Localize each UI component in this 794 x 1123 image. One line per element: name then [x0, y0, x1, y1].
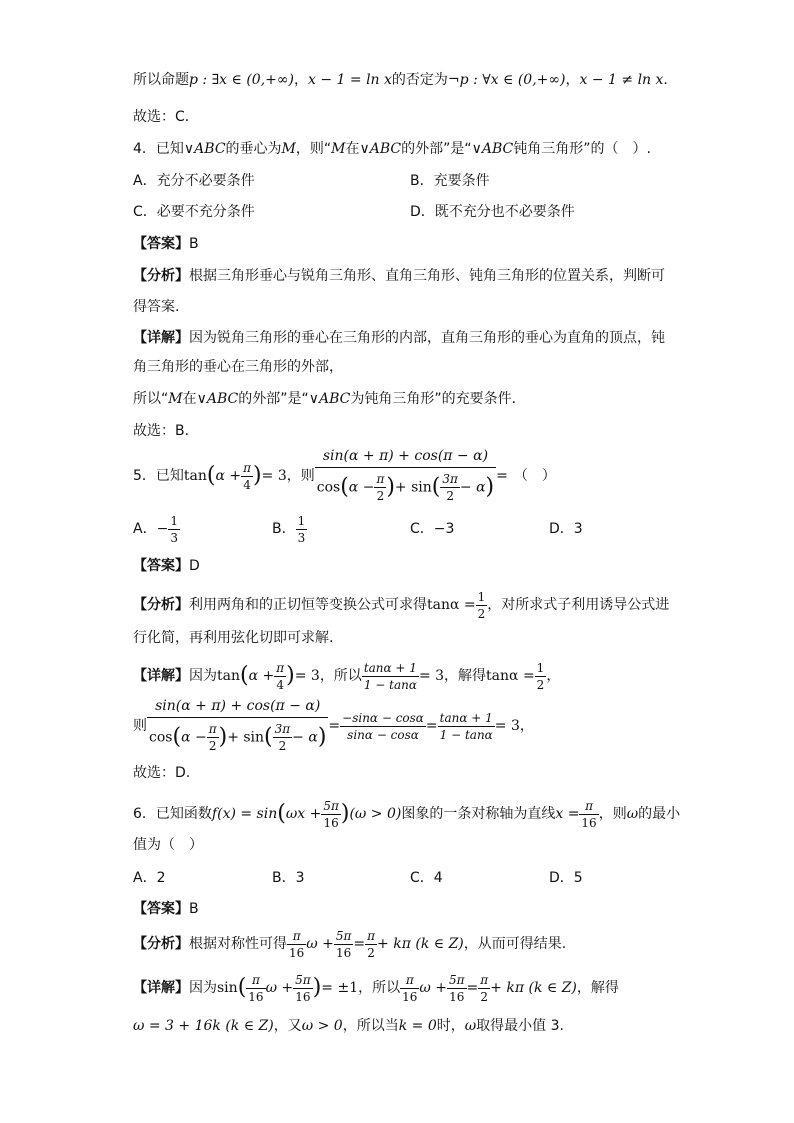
paren-right: ): [253, 463, 262, 488]
numerator: sin(α + π) + cos(π − α): [147, 698, 328, 718]
paren-right: ): [485, 474, 495, 500]
denominator: 2: [367, 945, 375, 960]
analysis-tag: 【分析】: [133, 597, 189, 613]
q5-analysis-1: [133, 587, 669, 623]
q4-end: 故选：B.: [133, 423, 190, 439]
text: 为钝角三角形”的充要条件．: [350, 391, 526, 407]
math: sin: [217, 980, 238, 996]
denominator: 2: [477, 606, 486, 621]
text: 利用两角和的正切恒等变换公式可求得: [189, 597, 427, 613]
text: 的否定为: [391, 72, 448, 88]
math: = 3: [294, 668, 320, 684]
text: 5．已知: [133, 468, 184, 484]
math: ¬p : ∀x ∈ (0,+∞): [447, 72, 566, 88]
denominator: 16: [402, 989, 418, 1004]
math: ω +: [265, 980, 294, 996]
math: α −: [348, 479, 375, 496]
numerator: 1: [297, 513, 306, 528]
answer-value: D: [189, 558, 200, 574]
text: 图象的一条对称轴为直线: [401, 806, 556, 822]
denominator: 2: [278, 739, 287, 753]
q4-detail-2: 角三角形的垂心在三角形的外部，: [133, 359, 343, 375]
denominator: 16: [449, 989, 465, 1004]
math: cos: [316, 479, 341, 496]
fraction: [476, 589, 488, 622]
q5-analysis-2: 行化简，再利用弦化切即可求解.: [133, 630, 334, 646]
denominator: 16: [323, 815, 339, 830]
q4-detail-3: [133, 389, 526, 409]
numerator: π: [287, 928, 306, 945]
fraction: [340, 710, 426, 743]
fraction: [207, 721, 219, 754]
fraction: [478, 972, 490, 1005]
paren-left: (: [277, 801, 286, 826]
paren-right: ): [340, 801, 350, 826]
numerator: π: [208, 722, 217, 736]
numerator: sin(α + π) + cos(π − α): [315, 448, 496, 468]
denominator: 4: [243, 477, 251, 492]
math: M: [331, 141, 346, 157]
paren-right: ): [218, 724, 228, 750]
paren-left: (: [340, 474, 349, 500]
text: ，: [546, 668, 561, 684]
fraction: [168, 513, 180, 546]
paren-right: ): [312, 975, 322, 1000]
fraction: [293, 972, 313, 1005]
q5-end: 故选：D.: [133, 765, 191, 781]
text: 4．已知: [133, 141, 184, 157]
text: 的垂心为: [225, 141, 282, 157]
big-fraction: [315, 448, 496, 504]
denominator: 16: [295, 989, 311, 1004]
q5-detail-2: [133, 696, 534, 756]
fraction: [273, 721, 293, 754]
math: p : ∃x ∈ (0,+∞): [189, 72, 295, 88]
label: B．: [272, 521, 296, 537]
math: cos: [149, 729, 173, 746]
numerator: 5π: [449, 972, 465, 987]
numerator: 1: [477, 589, 486, 604]
fraction: [296, 513, 308, 546]
answer-tag: 【答案】: [133, 236, 189, 252]
fraction: [334, 928, 354, 961]
paren-left: (: [237, 975, 247, 1000]
text: 根据三角形垂心与锐角三角形、直角三角形、钝角三角形的位置关系，判断可: [189, 268, 665, 284]
paren-right: ): [286, 663, 295, 688]
numerator: π: [376, 472, 385, 486]
math: M: [281, 141, 296, 157]
text: ，: [565, 72, 580, 88]
fraction: [321, 798, 341, 831]
q4-analysis-1: [133, 266, 665, 286]
math: + sin: [227, 729, 265, 746]
q6-option-b: B．3: [272, 870, 305, 886]
text: 则: [133, 718, 147, 734]
text: ，又: [273, 1018, 302, 1034]
q6-option-d: D．5: [549, 870, 583, 886]
denominator: [315, 468, 496, 504]
numerator: 3π: [442, 472, 458, 486]
text: 钝角三角形”的（ ）.: [513, 141, 651, 157]
numerator: π: [246, 972, 265, 989]
denominator: 4: [276, 677, 284, 692]
numerator: π: [367, 928, 376, 943]
text: ，解得: [576, 980, 619, 996]
fraction: [535, 660, 547, 693]
numerator: 5π: [335, 928, 352, 943]
q4-analysis-2: 得答案.: [133, 299, 180, 315]
denominator: 2: [376, 489, 385, 503]
math: ∨ABC: [183, 141, 226, 157]
math: ∨ABC: [308, 391, 351, 407]
text: ，对所求式子利用诱导公式进: [487, 597, 670, 613]
denominator: 2: [446, 489, 454, 503]
text: ，则“: [295, 141, 332, 157]
math: ω: [464, 1018, 477, 1034]
text: .: [663, 72, 668, 88]
denominator: sinα − cosα: [347, 727, 419, 742]
text: 的最小: [638, 806, 681, 822]
fraction: [287, 928, 306, 961]
text: 因为: [189, 980, 217, 996]
math: ω +: [306, 936, 334, 952]
answer-value: B: [189, 901, 199, 917]
q6-analysis: [133, 924, 566, 964]
answer-tag: 【答案】: [133, 901, 189, 917]
denominator: 2: [536, 677, 545, 692]
text: 在: [182, 391, 197, 407]
math: (ω > 0): [349, 806, 402, 822]
q6-stem: [133, 794, 680, 834]
math: = 3: [418, 668, 445, 684]
q5-stem: [133, 446, 556, 506]
numerator: 1: [536, 660, 545, 675]
paren-left: (: [206, 463, 216, 488]
math: tan: [217, 668, 240, 684]
fraction: [579, 798, 598, 831]
math: x =: [555, 806, 580, 822]
text: ，从而可得结果.: [463, 936, 567, 952]
math: = ±1: [321, 980, 359, 996]
q4-stem: [133, 139, 651, 159]
denominator: [147, 718, 328, 754]
q4-detail-1: [133, 328, 665, 348]
numerator: π: [400, 972, 419, 989]
math: ωx +: [285, 806, 322, 822]
numerator: π: [243, 460, 252, 475]
math: α −: [181, 729, 207, 746]
math: = 3: [494, 718, 520, 734]
big-fraction: [147, 698, 328, 754]
math: ∨ABC: [359, 141, 402, 157]
fraction: [362, 660, 419, 693]
paren-left: (: [172, 724, 182, 750]
fraction: [440, 471, 460, 504]
fraction: [438, 710, 495, 743]
prev-answer-line: 故选：C．: [133, 109, 199, 125]
text: ，: [519, 718, 534, 734]
math: −: [156, 521, 169, 537]
q4-option-b: B．充要条件: [410, 173, 490, 189]
text: ，所以: [358, 980, 401, 996]
q5-detail-1: [133, 654, 560, 698]
math: =: [496, 468, 508, 484]
text: 因为锐角三角形的垂心在三角形的内部，直角三角形的垂心为直角的顶点，钝: [189, 330, 665, 346]
q6-stem-2: 值为（ ）: [133, 837, 203, 853]
math: + sin: [394, 479, 432, 496]
q4-answer: [133, 234, 199, 254]
denominator: 16: [289, 945, 305, 960]
q5-option-a: [133, 512, 180, 546]
fraction: [400, 972, 419, 1005]
numerator: π: [480, 972, 489, 987]
math: ∨ABC: [196, 391, 239, 407]
math: + kπ (k ∈ Z): [490, 980, 577, 996]
math: f(x) = sin: [211, 806, 278, 822]
numerator: π: [276, 660, 285, 675]
denominator: 2: [480, 989, 489, 1004]
paren-left: (: [240, 663, 249, 688]
detail-tag: 【详解】: [133, 330, 189, 346]
text: 6．已知函数: [133, 806, 212, 822]
math: ω: [626, 806, 639, 822]
math: =: [466, 980, 479, 996]
q5-option-c: C．−3: [410, 521, 455, 537]
numerator: 3π: [274, 722, 291, 736]
q6-detail-1: [133, 966, 619, 1010]
text: 的外部”是“: [401, 141, 472, 157]
fraction: [365, 928, 377, 961]
label: A．: [133, 521, 157, 537]
text: ，则: [286, 468, 315, 484]
denominator: 16: [581, 815, 597, 830]
numerator: π: [579, 798, 598, 815]
denominator: 2: [208, 739, 217, 753]
paren-left: (: [264, 724, 273, 750]
math: k = 0: [398, 1018, 437, 1034]
numerator: −sinα − cosα: [342, 710, 424, 725]
q4-option-c: C．必要不充分条件: [133, 204, 255, 220]
math: ω +: [419, 980, 448, 996]
math: tanα =: [427, 597, 476, 613]
text: ，则: [598, 806, 627, 822]
q6-answer: [133, 899, 199, 919]
text: 因为: [189, 668, 217, 684]
math: α +: [215, 468, 242, 484]
text: （ ）: [513, 468, 556, 484]
q4-option-a: A．充分不必要条件: [133, 173, 255, 189]
fraction: [274, 660, 286, 693]
denominator: 16: [248, 989, 264, 1004]
text: 取得最小值 3.: [476, 1018, 564, 1034]
detail-tag: 【详解】: [133, 668, 189, 684]
math: ω > 0: [301, 1018, 343, 1034]
math: tanα =: [486, 668, 535, 684]
math: + kπ (k ∈ Z): [377, 936, 464, 952]
paren-right: ): [317, 724, 327, 750]
text: 所以“: [133, 391, 169, 407]
analysis-tag: 【分析】: [133, 936, 189, 952]
text: 的外部”是“: [238, 391, 309, 407]
text: ，解得: [444, 668, 487, 684]
paren-left: (: [431, 474, 441, 500]
fraction: [241, 460, 253, 493]
numerator: tanα + 1: [363, 660, 417, 675]
math: ω = 3 + 16k (k ∈ Z): [133, 1018, 274, 1034]
text: ，: [294, 72, 309, 88]
math: ∨ABC: [471, 141, 514, 157]
math: x − 1 ≠ ln x: [579, 72, 664, 88]
math: − α: [459, 479, 486, 496]
numerator: tanα + 1: [439, 710, 493, 725]
math: = 3: [261, 468, 287, 484]
math: α +: [248, 668, 275, 684]
math: M: [168, 391, 183, 407]
math: =: [425, 718, 438, 734]
analysis-tag: 【分析】: [133, 268, 189, 284]
numerator: 5π: [323, 798, 339, 813]
q5-answer: [133, 556, 200, 576]
text: 时，: [436, 1018, 465, 1034]
math: tan: [183, 468, 207, 484]
q4-option-d: D．既不充分也不必要条件: [410, 204, 575, 220]
text: ，所以当: [342, 1018, 399, 1034]
numerator: 5π: [295, 972, 311, 987]
answer-tag: 【答案】: [133, 558, 189, 574]
denominator: 1 − tanα: [363, 677, 417, 692]
denominator: 1 − tanα: [439, 727, 493, 742]
q5-option-b: [272, 512, 307, 546]
q6-detail-2: [133, 1016, 564, 1036]
detail-tag: 【详解】: [133, 980, 189, 996]
text: 根据对称性可得: [189, 936, 287, 952]
q5-option-d: D．3: [549, 521, 583, 537]
math: − α: [292, 729, 318, 746]
denominator: 16: [336, 945, 352, 960]
q6-option-a: A．2: [133, 870, 166, 886]
paren-right: ): [386, 474, 395, 500]
fraction: [447, 972, 467, 1005]
denominator: 3: [170, 530, 178, 545]
numerator: 1: [170, 513, 178, 528]
answer-value: B: [189, 236, 199, 252]
fraction: [374, 471, 386, 504]
math: =: [353, 936, 366, 952]
text: 在: [345, 141, 360, 157]
text: ，所以: [319, 668, 362, 684]
prev-conclusion-line: [133, 70, 668, 90]
fraction: [246, 972, 265, 1005]
math: x − 1 = ln x: [308, 72, 392, 88]
denominator: 3: [297, 530, 306, 545]
text: 所以命题: [133, 72, 189, 88]
q6-option-c: C．4: [410, 870, 443, 886]
math: =: [328, 718, 341, 734]
